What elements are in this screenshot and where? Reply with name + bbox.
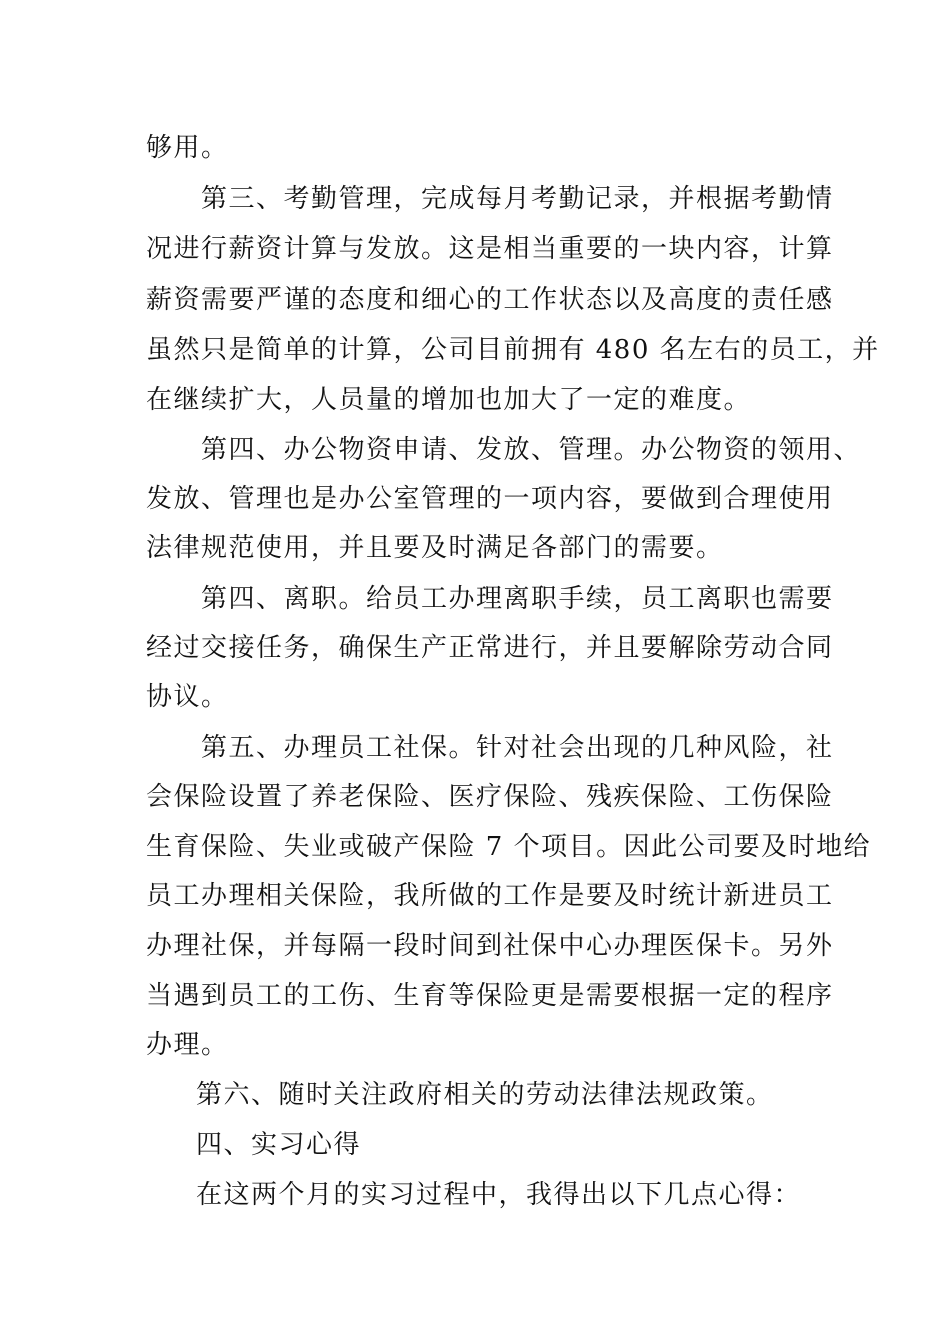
text-line: 法律规范使用，并且要及时满足各部门的需要。	[146, 533, 724, 563]
text-line: 够用。	[146, 133, 229, 163]
text-line: 发放、管理也是办公室管理的一项内容，要做到合理使用	[146, 484, 834, 514]
text-line: 第三、考勤管理，完成每月考勤记录，并根据考勤情	[201, 184, 834, 214]
text-line: 当遇到员工的工伤、生育等保险更是需要根据一定的程序	[146, 981, 834, 1011]
text-line: 经过交接任务，确保生产正常进行，并且要解除劳动合同	[146, 633, 834, 663]
text-line: 在继续扩大，人员量的增加也加大了一定的难度。	[146, 385, 752, 415]
text-line: 在这两个月的实习过程中，我得出以下几点心得：	[196, 1180, 802, 1210]
text-line: 生育保险、失业或破产保险 7 个项目。因此公司要及时地给	[146, 832, 872, 862]
text-line: 会保险设置了养老保险、医疗保险、残疾保险、工伤保险	[146, 782, 834, 812]
text-line: 办理社保，并每隔一段时间到社保中心办理医保卡。另外	[146, 931, 834, 961]
text-line: 第六、随时关注政府相关的劳动法律法规政策。	[196, 1080, 774, 1110]
text-line: 虽然只是简单的计算，公司目前拥有 480 名左右的员工，并	[146, 335, 880, 365]
text-line: 第五、办理员工社保。针对社会出现的几种风险，社	[201, 733, 834, 763]
text-line: 第四、离职。给员工办理离职手续，员工离职也需要	[201, 584, 834, 614]
text-line: 薪资需要严谨的态度和细心的工作状态以及高度的责任感	[146, 285, 834, 315]
text-line: 协议。	[146, 682, 229, 712]
text-line: 第四、办公物资申请、发放、管理。办公物资的领用、	[201, 435, 862, 465]
text-line: 员工办理相关保险，我所做的工作是要及时统计新进员工	[146, 881, 834, 911]
section-heading: 四、实习心得	[196, 1130, 362, 1160]
text-line: 况进行薪资计算与发放。这是相当重要的一块内容，计算	[146, 234, 834, 264]
text-line: 办理。	[146, 1030, 229, 1060]
